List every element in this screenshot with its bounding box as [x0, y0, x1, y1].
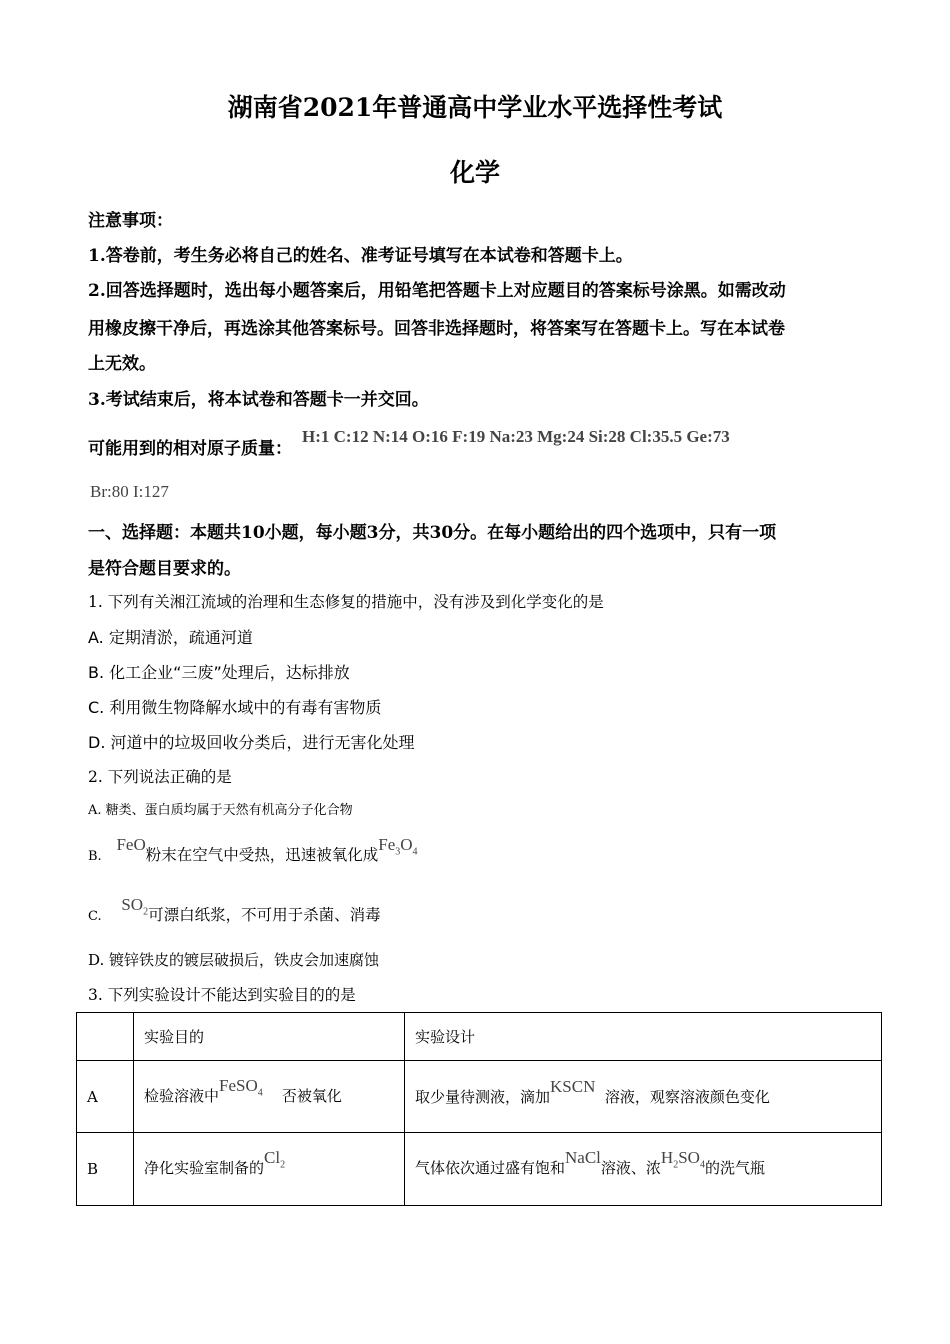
exam-title: 湖南省2021年普通高中学业水平选择性考试	[227, 93, 723, 122]
section-heading: 是符合题目要求的。	[88, 559, 241, 579]
table-header-row	[77, 1013, 882, 1061]
formula: FeO	[116, 835, 146, 854]
question-1-stem: 1. 下列有关湘江流域的治理和生态修复的措施中，没有涉及到化学变化的是	[88, 593, 604, 611]
option-label: B.	[88, 849, 102, 864]
purpose-cell: 净化实验室制备的$Cl_2$	[134, 1133, 405, 1206]
row-key: B	[77, 1133, 134, 1206]
notice-line: 2.回答选择题时，选出每小题答案后，用铅笔把答题卡上对应题目的答案标号涂黑。如需改动	[88, 281, 786, 301]
table-header	[77, 1013, 134, 1061]
formula: $Fe_3O_4$	[378, 835, 418, 858]
option-text: 粉末在空气中受热，迅速被氧化成	[145, 846, 379, 864]
table-row	[77, 1061, 882, 1133]
notice-line: 用橡皮擦干净后，再选涂其他答案标号。回答非选择题时，将答案写在答题卡上。写在本试卷	[88, 319, 785, 339]
masses-values-2: Br:80 I:127	[90, 482, 169, 501]
table-header: 实验设计	[405, 1013, 882, 1061]
notice-line: 3.考试结束后，将本试卷和答题卡一并交回。	[88, 390, 429, 410]
subject-title: 化学	[449, 158, 500, 187]
row-key: A	[77, 1061, 134, 1133]
option-label: C.	[88, 909, 102, 924]
question-2-option	[88, 835, 418, 867]
question-2-option	[88, 895, 381, 927]
option-text: 可漂白纸浆，不可用于杀菌、消毒	[148, 906, 381, 924]
table-row	[77, 1133, 882, 1206]
table-header: 实验目的	[134, 1013, 405, 1061]
question-3-stem: 3. 下列实验设计不能达到实验目的的是	[88, 986, 356, 1004]
purpose-cell: 检验溶液中FeSO$_4$ 否被氧化	[134, 1061, 405, 1133]
formula: $SO_2$	[121, 895, 149, 918]
notice-heading: 注意事项：	[88, 211, 173, 231]
section-heading: 一、选择题：本题共10小题，每小题3分，共30分。在每小题给出的四个选项中，只有一项	[88, 523, 777, 543]
question-1-option: A. 定期清淤，疏通河道	[88, 628, 253, 647]
question-2-option: D. 镀锌铁皮的镀层破损后，铁皮会加速腐蚀	[88, 951, 380, 969]
question-1-option: D. 河道中的垃圾回收分类后，进行无害化处理	[88, 733, 415, 752]
masses-label: 可能用到的相对原子质量：	[88, 439, 292, 459]
notice-line: 上无效。	[88, 354, 156, 374]
question-1-option: C. 利用微生物降解水域中的有毒有害物质	[88, 698, 382, 717]
atomic-masses	[88, 427, 730, 459]
notice-line: 1.答卷前，考生务必将自己的姓名、准考证号填写在本试卷和答题卡上。	[88, 246, 633, 266]
question-1-option: B. 化工企业“三废”处理后，达标排放	[88, 663, 350, 682]
question-2-option: A. 糖类、蛋白质均属于天然有机高分子化合物	[88, 803, 353, 818]
design-cell: 气体依次通过盛有饱和NaCl溶液、浓$H_2SO_4$的洗气瓶	[405, 1133, 882, 1206]
design-cell: 取少量待测液，滴加KSCN 溶液，观察溶液颜色变化	[405, 1061, 882, 1133]
masses-values: H:1 C:12 N:14 O:16 F:19 Na:23 Mg:24 Si:28 Cl:35.5 Ge:73	[302, 427, 730, 446]
experiment-table	[76, 1012, 882, 1206]
question-2-stem: 2. 下列说法正确的是	[88, 768, 232, 786]
